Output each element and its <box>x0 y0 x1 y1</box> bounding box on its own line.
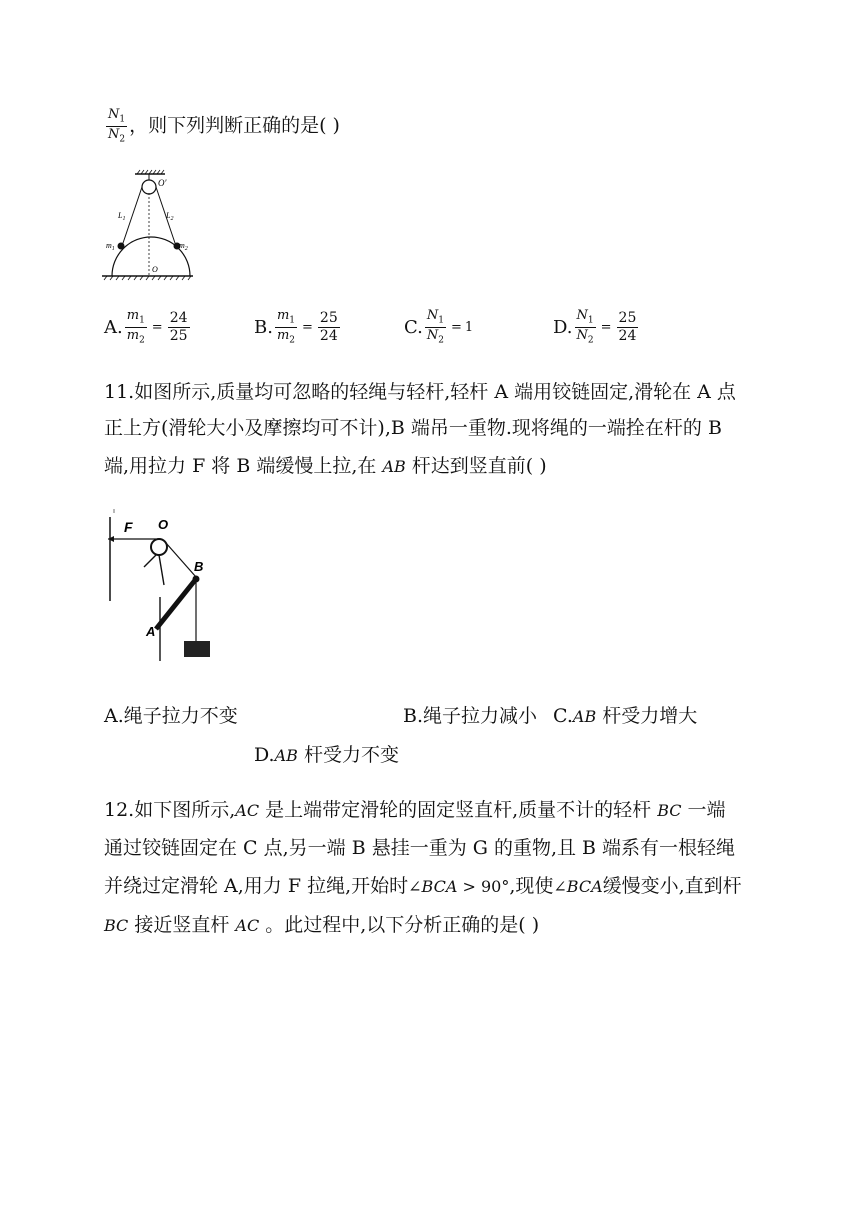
q11-line3: 端,用拉力 F 将 B 端缓慢上拉,在 AB 杆达到竖直前( ) <box>104 455 547 477</box>
q10-figure <box>100 168 195 284</box>
pulley-icon <box>151 539 167 555</box>
svg-text:L1: $L_1$ <box>118 211 126 222</box>
q12-line1: 12.如下图所示,AC 是上端带定滑轮的固定竖直杆,质量不计的轻杆 BC 一端 <box>104 799 726 821</box>
q11-option-b: B.绳子拉力减小 <box>403 705 538 727</box>
q10-option-c: C. $\frac{N_1}{N_2}$ = 1 <box>404 308 474 346</box>
label-pulley: O′ <box>158 178 167 188</box>
svg-text:O: O <box>152 265 158 274</box>
stem-fraction: $\frac{N_1}{N_2}$ <box>108 107 126 145</box>
pulley-icon <box>142 180 156 194</box>
q11-line2: 正上方(滑轮大小及摩擦均可不计),B 端吊一重物.现将绳的一端拴在杆的 B <box>104 417 722 439</box>
q11-line1: 11.如图所示,质量均可忽略的轻绳与轻杆,轻杆 A 端用铰链固定,滑轮在 A 点 <box>104 381 736 403</box>
q10-option-b: B. $\frac{m_1}{m_2}$ = $\frac{25}{24}$ <box>254 308 338 346</box>
q11-option-c: C.AB 杆受力增大 <box>553 705 698 727</box>
svg-text:A: A <box>146 624 156 639</box>
q11-figure <box>104 505 216 665</box>
q10-stem-text: ，则下列判断正确的是( ) <box>129 114 340 137</box>
q12-line3: 并绕过定滑轮 A,用力 F 拉绳,开始时∠BCA > 90°,现使∠BCA缓慢变小,直到杆 <box>104 875 742 897</box>
svg-text:m1: $m_1$ <box>106 241 115 252</box>
ball-m1 <box>118 243 125 250</box>
svg-text:B: B <box>194 559 204 574</box>
svg-text:O: O <box>158 517 169 532</box>
q10-option-a: A. $\frac{m_1}{m_2}$ = $\frac{24}{25}$ <box>104 308 188 346</box>
q11-option-d: D.AB 杆受力不变 <box>254 744 399 766</box>
q10-stem <box>104 108 340 145</box>
weight-block <box>184 641 210 657</box>
svg-text:F: F <box>124 519 133 535</box>
q11-option-a: A.绳子拉力不变 <box>104 705 238 727</box>
svg-text:m2: $m_2$ <box>179 241 188 252</box>
svg-text:L2: $L_2$ <box>166 211 174 222</box>
q12-line2: 通过铰链固定在 C 点,另一端 B 悬挂一重为 G 的重物,且 B 端系有一根轻绳 <box>104 837 736 859</box>
q12-line4: BC 接近竖直杆 AC 。此过程中,以下分析正确的是( ) <box>104 914 540 936</box>
q10-option-d: D. $\frac{N_1}{N_2}$ = $\frac{25}{24}$ <box>553 308 637 346</box>
